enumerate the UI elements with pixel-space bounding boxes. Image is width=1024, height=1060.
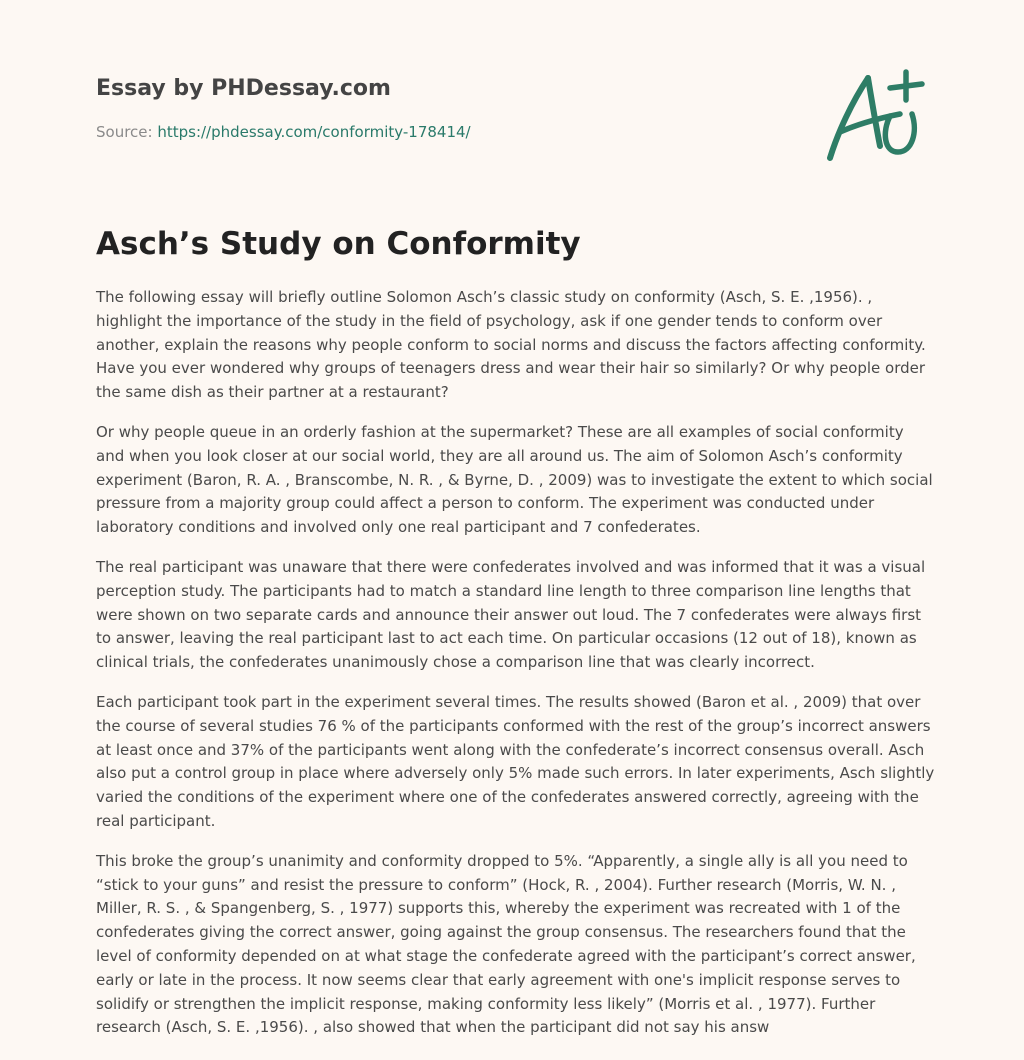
site-brand: Essay by PHDessay.com — [96, 76, 391, 101]
article-body — [96, 286, 936, 1056]
paragraph-5: This broke the group’s unanimity and conformity dropped to 5%. “Apparently, a single ally is all you need to “stick to your guns” and resist the pressure to conform” (Hock, R. , 2004). Further research (Morris, W. N. , Miller, R. S. , & Spangenberg, S. , 1977) supports this, whereby the experiment was recreated with 1 of the confederates giving the correct answer, going against the group consensus. The researchers found that the level of conformity depended on at what stage the confederate agreed with the participant’s correct answer, early or late in the process. It now seems clear that early agreement with one's implicit response serves to solidify or strengthen the implicit response, making conformity less likely” (Morris et al. , 1977). Further research (Asch, S. E. ,1956). , also showed that when the participant did not say his answ — [96, 851, 916, 1037]
source-link[interactable]: https://phdessay.com/conformity-178414/ — [157, 123, 471, 141]
article-title: Asch’s Study on Conformity — [96, 226, 581, 262]
paragraph-4: Each participant took part in the experiment several times. The results showed (Baron et al. , 2009) that over the course of several studies 76 % of the participants conformed with the rest of the group’s incorrect answers at least once and 37% of the participants went along with the confederate’s incorrect consensus overall. Asch also put a control group in place where adversely only 5% made such errors. In later experiments, Asch slightly varied the conditions of the experiment where one of the confederates answered correctly, agreeing with the real participant. — [96, 692, 935, 830]
source-line — [96, 123, 471, 141]
paragraph-2: Or why people queue in an orderly fashion at the supermarket? These are all examples of social conformity and when you look closer at our social world, they are all around us. The aim of Solomon Asch’s conformity experiment (Baron, R. A. , Branscombe, N. R. , & Byrne, D. , 2009) was to investigate the extent to which social pressure from a majority group could affect a person to conform. The experiment was conducted under laboratory conditions and involved only one real participant and 7 confederates. — [96, 422, 933, 537]
paragraph-3: The real participant was unaware that there were confederates involved and was informed that it was a visual perception study. The participants had to match a standard line length to three comparison line lengths that were shown on two separate cards and announce their answer out loud. The 7 confederates were always first to answer, leaving the real participant last to act each time. On particular occasions (12 out of 18), known as clinical trials, the confederates unanimously chose a comparison line that was clearly incorrect. — [96, 557, 926, 672]
source-label: Source: — [96, 123, 158, 141]
paragraph-1: The following essay will briefly outline Solomon Asch’s classic study on conformity (Asch, S. E. ,1956). , highlight the importance of the study in the field of psychology, ask if one gender tends to conform over another, explain the reasons why people conform to social norms and discuss the factors affecting conformity. Have you ever wondered why groups of teenagers dress and wear their hair so similarly? Or why people order the same dish as their partner at a restaurant? — [96, 288, 926, 402]
a-plus-logo-icon — [818, 66, 928, 166]
